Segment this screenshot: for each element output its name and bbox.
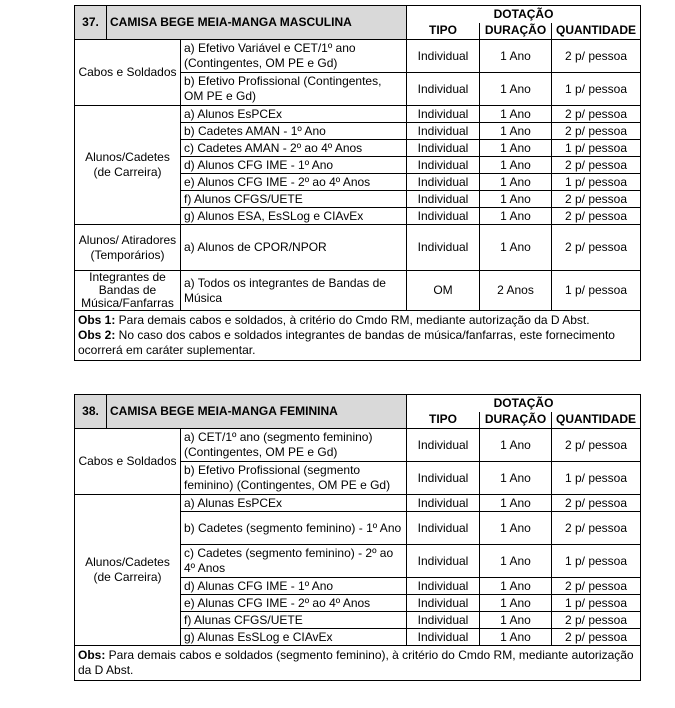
duracao-cell: 1 Ano	[480, 191, 552, 208]
quantidade-cell: 2 p/ pessoa	[552, 191, 641, 208]
obs2-text: No caso dos cabos e soldados integrantes de bandas de música/fanfarras, este fornecimento ocorrerá em caráter suplementar.	[78, 328, 615, 357]
col-tipo-header: TIPO	[407, 412, 480, 429]
item-cell: f) Alunos CFGS/UETE	[181, 191, 407, 208]
section-number: 37.	[75, 6, 107, 40]
quantidade-cell: 2 p/ pessoa	[552, 512, 641, 545]
obs2-note	[78, 328, 637, 358]
quantidade-cell: 2 p/ pessoa	[552, 123, 641, 140]
tipo-cell: Individual	[407, 191, 480, 208]
item-cell: c) Cadetes AMAN - 2º ao 4º Anos	[181, 140, 407, 157]
duracao-cell: 1 Ano	[480, 174, 552, 191]
header-row-top	[75, 6, 641, 23]
quantidade-cell: 1 p/ pessoa	[552, 73, 641, 106]
item-cell: e) Alunos CFG IME - 2º ao 4º Anos	[181, 174, 407, 191]
group-label: Alunos/Cadetes (de Carreira)	[75, 495, 181, 646]
duracao-cell: 1 Ano	[480, 140, 552, 157]
tipo-cell: Individual	[407, 73, 480, 106]
tipo-cell: Individual	[407, 545, 480, 578]
quantidade-cell: 2 p/ pessoa	[552, 429, 641, 462]
item-cell: a) Alunos de CPOR/NPOR	[181, 225, 407, 271]
dotacao-header: DOTAÇÃO	[407, 395, 641, 412]
obs-text: Para demais cabos e soldados (segmento feminino), à critério do Cmdo RM, mediante autorização da D Abst.	[78, 648, 634, 677]
group-label: Alunos/Cadetes (de Carreira)	[75, 106, 181, 225]
duracao-cell: 1 Ano	[480, 429, 552, 462]
tipo-cell: Individual	[407, 512, 480, 545]
item-cell: g) Alunas EsSLog e CIAvEx	[181, 629, 407, 646]
section-title: CAMISA BEGE MEIA-MANGA MASCULINA	[107, 6, 407, 40]
duracao-cell: 1 Ano	[480, 123, 552, 140]
item-cell: a) Efetivo Variável e CET/1º ano (Contingentes, OM PE e Gd)	[181, 40, 407, 73]
section-title: CAMISA BEGE MEIA-MANGA FEMININA	[107, 395, 407, 429]
tipo-cell: Individual	[407, 595, 480, 612]
duracao-cell: 1 Ano	[480, 512, 552, 545]
item-cell: a) Alunas EsPCEx	[181, 495, 407, 512]
tipo-cell: Individual	[407, 578, 480, 595]
item-cell: b) Cadetes AMAN - 1º Ano	[181, 123, 407, 140]
duracao-cell: 2 Anos	[480, 271, 552, 311]
duracao-cell: 1 Ano	[480, 208, 552, 225]
obs1-label: Obs 1:	[78, 313, 116, 327]
item-cell: e) Alunas CFG IME - 2º ao 4º Anos	[181, 595, 407, 612]
tipo-cell: Individual	[407, 495, 480, 512]
table-37	[74, 5, 641, 361]
quantidade-cell: 1 p/ pessoa	[552, 174, 641, 191]
item-cell: f) Alunas CFGS/UETE	[181, 612, 407, 629]
group-label: Integrantes de Bandas de Música/Fanfarras	[75, 271, 181, 311]
item-cell: d) Alunos CFG IME - 1º Ano	[181, 157, 407, 174]
header-row-top	[75, 395, 641, 412]
quantidade-cell: 2 p/ pessoa	[552, 578, 641, 595]
tipo-cell: Individual	[407, 123, 480, 140]
tipo-cell: Individual	[407, 106, 480, 123]
item-cell: a) Todos os integrantes de Bandas de Música	[181, 271, 407, 311]
col-quantidade-header: QUANTIDADE	[552, 412, 641, 429]
duracao-cell: 1 Ano	[480, 545, 552, 578]
tipo-cell: Individual	[407, 208, 480, 225]
item-cell: b) Cadetes (segmento feminino) - 1º Ano	[181, 512, 407, 545]
item-cell: b) Efetivo Profissional (Contingentes, OM PE e Gd)	[181, 73, 407, 106]
duracao-cell: 1 Ano	[480, 157, 552, 174]
item-cell: a) CET/1º ano (segmento feminino) (Contingentes, OM PE e Gd)	[181, 429, 407, 462]
table-row	[75, 271, 641, 311]
tipo-cell: Individual	[407, 429, 480, 462]
table-row	[75, 225, 641, 271]
duracao-cell: 1 Ano	[480, 106, 552, 123]
table-38	[74, 394, 641, 681]
table-row	[75, 40, 641, 73]
duracao-cell: 1 Ano	[480, 40, 552, 73]
duracao-cell: 1 Ano	[480, 73, 552, 106]
item-cell: c) Cadetes (segmento feminino) - 2º ao 4º Anos	[181, 545, 407, 578]
quantidade-cell: 2 p/ pessoa	[552, 208, 641, 225]
quantidade-cell: 1 p/ pessoa	[552, 545, 641, 578]
tipo-cell: OM	[407, 271, 480, 311]
quantidade-cell: 1 p/ pessoa	[552, 140, 641, 157]
quantidade-cell: 2 p/ pessoa	[552, 495, 641, 512]
item-cell: d) Alunas CFG IME - 1º Ano	[181, 578, 407, 595]
quantidade-cell: 1 p/ pessoa	[552, 271, 641, 311]
duracao-cell: 1 Ano	[480, 495, 552, 512]
quantidade-cell: 1 p/ pessoa	[552, 595, 641, 612]
group-label: Cabos e Soldados	[75, 40, 181, 106]
section-number: 38.	[75, 395, 107, 429]
duracao-cell: 1 Ano	[480, 612, 552, 629]
quantidade-cell: 2 p/ pessoa	[552, 40, 641, 73]
item-cell: b) Efetivo Profissional (segmento feminino) (Contingentes, OM PE e Gd)	[181, 462, 407, 495]
quantidade-cell: 2 p/ pessoa	[552, 612, 641, 629]
col-tipo-header: TIPO	[407, 23, 480, 40]
obs-cell	[75, 311, 641, 361]
duracao-cell: 1 Ano	[480, 629, 552, 646]
obs-label: Obs:	[78, 648, 106, 662]
obs1-text: Para demais cabos e soldados, à critério do Cmdo RM, mediante autorização da D Abst.	[115, 313, 590, 327]
tipo-cell: Individual	[407, 462, 480, 495]
col-duracao-header: DURAÇÃO	[480, 412, 552, 429]
tipo-cell: Individual	[407, 174, 480, 191]
tipo-cell: Individual	[407, 40, 480, 73]
table-row	[75, 429, 641, 462]
tipo-cell: Individual	[407, 157, 480, 174]
duracao-cell: 1 Ano	[480, 578, 552, 595]
obs-cell	[75, 646, 641, 681]
duracao-cell: 1 Ano	[480, 225, 552, 271]
tipo-cell: Individual	[407, 225, 480, 271]
duracao-cell: 1 Ano	[480, 595, 552, 612]
item-cell: a) Alunos EsPCEx	[181, 106, 407, 123]
obs-row	[75, 311, 641, 361]
quantidade-cell: 2 p/ pessoa	[552, 157, 641, 174]
quantidade-cell: 2 p/ pessoa	[552, 225, 641, 271]
obs2-label: Obs 2:	[78, 328, 116, 342]
dotacao-header: DOTAÇÃO	[407, 6, 641, 23]
tipo-cell: Individual	[407, 612, 480, 629]
quantidade-cell: 2 p/ pessoa	[552, 106, 641, 123]
duracao-cell: 1 Ano	[480, 462, 552, 495]
quantidade-cell: 2 p/ pessoa	[552, 629, 641, 646]
group-label: Alunos/ Atiradores (Temporários)	[75, 225, 181, 271]
table-row	[75, 106, 641, 123]
col-quantidade-header: QUANTIDADE	[552, 23, 641, 40]
obs1-note	[78, 313, 637, 328]
tipo-cell: Individual	[407, 629, 480, 646]
tipo-cell: Individual	[407, 140, 480, 157]
table-row	[75, 495, 641, 512]
item-cell: g) Alunos ESA, EsSLog e CIAvEx	[181, 208, 407, 225]
group-label: Cabos e Soldados	[75, 429, 181, 495]
quantidade-cell: 1 p/ pessoa	[552, 462, 641, 495]
col-duracao-header: DURAÇÃO	[480, 23, 552, 40]
obs-row	[75, 646, 641, 681]
